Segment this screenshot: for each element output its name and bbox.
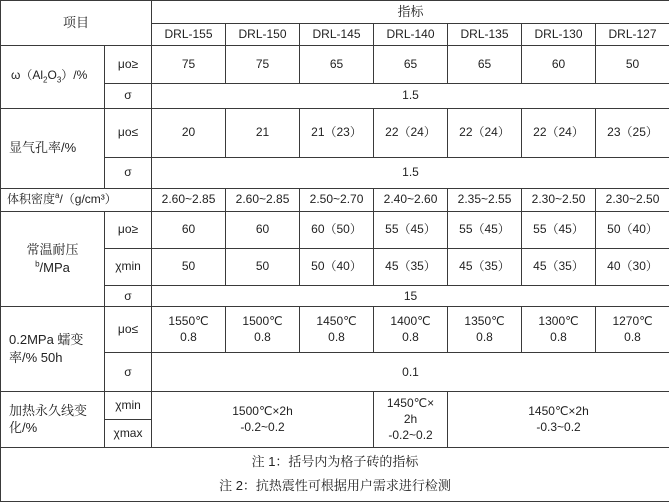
grade-label: DRL-130 <box>522 23 596 45</box>
creep-row <box>1 306 669 352</box>
table-cell: 1350℃ 0.8 <box>448 306 522 352</box>
index-header: 指标 <box>152 1 669 24</box>
reheat-group-2: 1450℃× 2h -0.2~0.2 <box>374 391 448 447</box>
sigma-symbol: σ <box>105 352 152 391</box>
sigma-symbol: σ <box>105 83 152 108</box>
table-cell: 75 <box>226 45 300 83</box>
al2o3-mu-row <box>1 45 669 83</box>
table-cell: 15 <box>152 285 669 306</box>
table-cell: 1270℃ 0.8 <box>596 306 669 352</box>
table-cell: 40（30） <box>596 248 669 285</box>
chi-max-symbol: χmax <box>105 419 152 447</box>
table-cell: 2.30~2.50 <box>596 188 669 211</box>
sigma-symbol: σ <box>105 157 152 188</box>
reheat-row <box>1 391 669 419</box>
table-cell: 21（23） <box>300 108 374 157</box>
density-label: 体积密度$^a$/（g/cm³） <box>1 188 152 211</box>
crushing-mu-row <box>1 211 669 248</box>
table-cell: 22（24） <box>374 108 448 157</box>
table-cell: 45（35） <box>522 248 596 285</box>
chi-min-symbol: χmin <box>105 391 152 419</box>
table-cell: 45（35） <box>448 248 522 285</box>
table-cell: 65 <box>300 45 374 83</box>
note-1: 注 1：括号内为格子砖的指标 <box>5 450 665 475</box>
table-cell: 1400℃ 0.8 <box>374 306 448 352</box>
table-cell: 65 <box>448 45 522 83</box>
reheat-group-3: 1450℃×2h -0.3~0.2 <box>448 391 669 447</box>
chi-min-symbol: χmin <box>105 248 152 285</box>
reheat-label: 加热永久线变 化/% <box>1 391 105 447</box>
note-2: 注 2：抗热震性可根据用户需求进行检测 <box>5 474 665 499</box>
sigma-symbol: σ <box>105 285 152 306</box>
density-row <box>1 188 669 211</box>
table-cell: 23（25） <box>596 108 669 157</box>
table-cell: 50 <box>152 248 226 285</box>
porosity-label: 显气孔率/% <box>1 108 105 188</box>
grade-label: DRL-155 <box>152 23 226 45</box>
table-cell: 50 <box>596 45 669 83</box>
table-cell: 1.5 <box>152 157 669 188</box>
table-cell: 20 <box>152 108 226 157</box>
table-cell: 60 <box>152 211 226 248</box>
crushing-label: 常温耐压 $^b$/MPa <box>1 211 105 306</box>
notes-row <box>1 447 669 501</box>
table-cell: 2.60~2.85 <box>226 188 300 211</box>
table-cell: 60 <box>226 211 300 248</box>
grade-label: DRL-145 <box>300 23 374 45</box>
grade-label: DRL-140 <box>374 23 448 45</box>
table-cell: 21 <box>226 108 300 157</box>
creep-label: 0.2MPa 蠕变 率/% 50h <box>1 306 105 391</box>
table-cell: 55（45） <box>522 211 596 248</box>
table-cell: 0.1 <box>152 352 669 391</box>
item-header: 项目 <box>1 1 152 46</box>
porosity-mu-row <box>1 108 669 157</box>
table-cell: 55（45） <box>374 211 448 248</box>
table-cell: 55（45） <box>448 211 522 248</box>
grade-label: DRL-127 <box>596 23 669 45</box>
grade-label: DRL-150 <box>226 23 300 45</box>
mu-min-symbol: μo≥ <box>105 211 152 248</box>
al2o3-label: $\omega(Al_2O_3)/\%$ <box>1 45 105 108</box>
table-cell: 1450℃ 0.8 <box>300 306 374 352</box>
mu-max-symbol: μo≤ <box>105 306 152 352</box>
notes-cell <box>1 447 669 501</box>
grade-label: DRL-135 <box>448 23 522 45</box>
table-cell: 50（40） <box>596 211 669 248</box>
mu-min-symbol: μo≥ <box>105 45 152 83</box>
table-cell: 60 <box>522 45 596 83</box>
table-cell: 75 <box>152 45 226 83</box>
table-cell: 1500℃ 0.8 <box>226 306 300 352</box>
table-cell: 2.50~2.70 <box>300 188 374 211</box>
table-cell: 22（24） <box>448 108 522 157</box>
table-cell: 22（24） <box>522 108 596 157</box>
table-cell: 2.35~2.55 <box>448 188 522 211</box>
table-cell: 2.40~2.60 <box>374 188 448 211</box>
table-cell: 50 <box>226 248 300 285</box>
table-cell: 50（40） <box>300 248 374 285</box>
table-cell: 1.5 <box>152 83 669 108</box>
table-cell: 1550℃ 0.8 <box>152 306 226 352</box>
table-cell: 2.60~2.85 <box>152 188 226 211</box>
table-cell: 2.30~2.50 <box>522 188 596 211</box>
table-cell: 65 <box>374 45 448 83</box>
mu-max-symbol: μo≤ <box>105 108 152 157</box>
table-cell: 60（50） <box>300 211 374 248</box>
table-cell: 45（35） <box>374 248 448 285</box>
reheat-group-1: 1500℃×2h -0.2~0.2 <box>152 391 374 447</box>
table-cell: 1300℃ 0.8 <box>522 306 596 352</box>
